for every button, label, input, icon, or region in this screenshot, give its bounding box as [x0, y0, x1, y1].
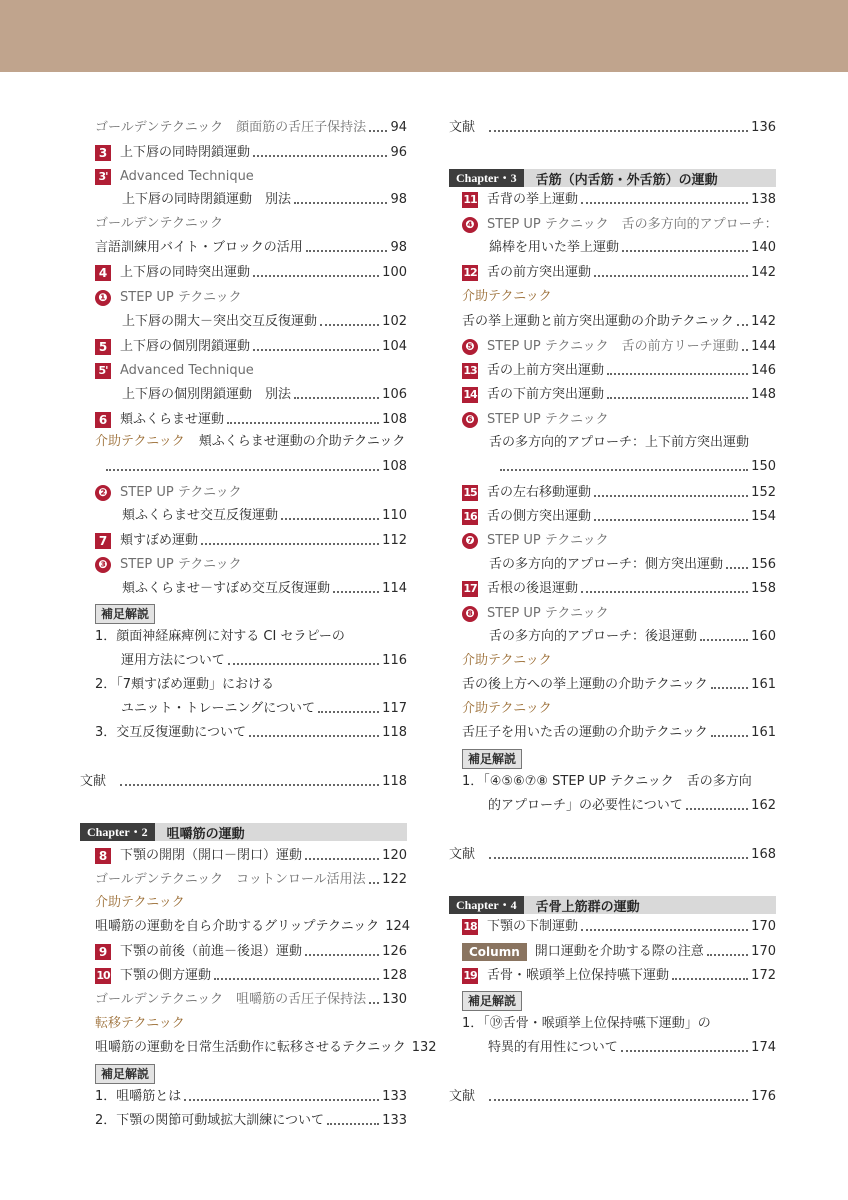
- entry-text: STEP UP テクニック 舌の前方リーチ運動: [487, 339, 739, 354]
- toc-entry: [462, 698, 776, 720]
- entry-text: 咀嚼筋の運動を日常生活動作に転移させるテクニック: [95, 1040, 406, 1055]
- transfer-technique-label: 転移テクニック: [95, 1016, 185, 1031]
- supplement-label: 補足解説: [95, 604, 155, 624]
- dot-leader: [120, 784, 379, 786]
- entry-text: 下顎の側方運動: [120, 968, 212, 983]
- entry-text: 運用方法について: [121, 653, 225, 668]
- entry-text: 1．顔面神経麻痺例に対する CI セラピーの: [95, 629, 345, 644]
- section-number-badge: 3': [95, 169, 111, 185]
- page-number: 106: [382, 387, 407, 402]
- entry-text: 舌圧子を用いた舌の運動の介助テクニック: [462, 725, 708, 740]
- dot-leader: [594, 275, 748, 277]
- page-number: 172: [751, 968, 776, 983]
- toc-entry[interactable]: [462, 530, 776, 552]
- toc-entry[interactable]: [95, 360, 407, 382]
- toc-entry[interactable]: [95, 869, 407, 891]
- entry-text: 舌骨・喉頭挙上位保持嚥下運動: [487, 968, 670, 983]
- references-label: 文献: [80, 774, 107, 789]
- toc-entry: [95, 1013, 407, 1035]
- toc-entry[interactable]: [95, 989, 407, 1011]
- entry-text: 2．下顎の関節可動域拡大訓練について: [95, 1113, 325, 1128]
- dot-leader: [184, 1099, 379, 1101]
- toc-entry[interactable]: [462, 506, 776, 528]
- page-number: 140: [751, 240, 776, 255]
- page-number: 146: [751, 363, 776, 378]
- toc-entry: [462, 650, 776, 672]
- page-number: 122: [382, 872, 407, 887]
- page-number: 136: [751, 120, 776, 135]
- page-number: 118: [382, 774, 407, 789]
- entry-text: 1．「④⑤⑥⑦⑧ STEP UP テクニック 舌の多方向: [462, 774, 752, 789]
- page-number: 116: [382, 653, 407, 668]
- dot-leader: [621, 1050, 748, 1052]
- entry-text: 舌の後上方への挙上運動の介助テクニック: [462, 677, 708, 692]
- page-number: 160: [751, 629, 776, 644]
- supplement-label: 補足解説: [462, 991, 522, 1011]
- stepup-number-badge: ❽: [462, 606, 478, 622]
- dot-leader: [489, 130, 748, 132]
- dot-leader: [742, 349, 749, 351]
- supplement-heading: [95, 603, 155, 625]
- dot-leader: [333, 591, 379, 593]
- toc-entry[interactable]: [462, 941, 776, 963]
- dot-leader: [327, 1123, 379, 1125]
- page-number: 161: [751, 725, 776, 740]
- page-number: 96: [390, 145, 407, 160]
- page-number: 133: [382, 1113, 407, 1128]
- references-label: 文献: [449, 120, 476, 135]
- page-number: 98: [390, 240, 407, 255]
- toc-entry[interactable]: [462, 360, 776, 382]
- entry-text: 言語訓練用バイト・ブロックの活用: [95, 240, 303, 255]
- entry-text: 開口運動を介助する際の注意: [534, 944, 704, 959]
- toc-entry[interactable]: [462, 409, 776, 431]
- section-number-badge: 8: [95, 848, 111, 864]
- chapter-tag: Chapter・3: [449, 169, 524, 187]
- toc-entry[interactable]: [122, 505, 407, 527]
- page-number: 126: [382, 944, 407, 959]
- section-number-badge: 10: [96, 969, 110, 982]
- page-number: 108: [382, 412, 407, 427]
- page-number: 120: [382, 848, 407, 863]
- entry-text: 1．咀嚼筋とは: [95, 1089, 182, 1104]
- page-number: 176: [751, 1089, 776, 1104]
- entry-text: 頬ふくらませ交互反復運動: [122, 508, 279, 523]
- dot-leader: [700, 639, 748, 641]
- stepup-number-badge: ❺: [462, 339, 478, 355]
- assist-technique-label: 介助テクニック: [95, 434, 185, 449]
- page-number: 162: [751, 798, 776, 813]
- dot-leader: [369, 130, 387, 132]
- toc-entry[interactable]: [95, 916, 411, 938]
- page-number: 142: [751, 265, 776, 280]
- entry-text: STEP UP テクニック: [120, 485, 242, 500]
- toc-entry[interactable]: [95, 674, 407, 696]
- section-number-badge: 17: [463, 582, 477, 595]
- toc-entry[interactable]: [462, 262, 776, 284]
- toc-entry[interactable]: [462, 578, 776, 600]
- toc-entry[interactable]: [95, 237, 407, 259]
- toc-entry[interactable]: [489, 432, 776, 454]
- references-entry[interactable]: [449, 1086, 776, 1108]
- toc-entry[interactable]: [122, 384, 407, 406]
- entry-text: 上下唇の同時閉鎖運動 別法: [122, 192, 292, 207]
- page-number: 170: [751, 919, 776, 934]
- dot-leader: [707, 954, 748, 956]
- entry-text: 上下唇の個別閉鎖運動 別法: [122, 387, 292, 402]
- toc-entry[interactable]: [500, 456, 776, 478]
- entry-text: 1．「⑲舌骨・喉頭挙上位保持嚥下運動」の: [462, 1016, 711, 1031]
- dot-leader: [305, 954, 379, 956]
- section-number-badge: 18: [463, 920, 477, 933]
- entry-text: 咀嚼筋の運動を自ら介助するグリップテクニック: [95, 919, 380, 934]
- entry-text: 舌背の挙上運動: [487, 192, 579, 207]
- supplement-heading: [95, 1063, 155, 1085]
- toc-entry[interactable]: [462, 482, 776, 504]
- entry-text: 舌の側方突出運動: [487, 509, 592, 524]
- toc-entry[interactable]: [95, 336, 407, 358]
- references-label: 文献: [449, 1089, 476, 1104]
- toc-entry[interactable]: [95, 482, 407, 504]
- page-number: 94: [390, 120, 407, 135]
- references-label: 文献: [449, 847, 476, 862]
- chapter-tag: Chapter・2: [80, 823, 155, 841]
- dot-leader: [249, 735, 379, 737]
- dot-leader: [253, 155, 387, 157]
- entry-text: 頬ふくらませ運動の介助テクニック: [198, 434, 406, 449]
- section-number-badge: 16: [463, 510, 477, 523]
- dot-leader: [306, 250, 388, 252]
- section-number-badge: 12: [463, 266, 477, 279]
- chapter-tag: Chapter・4: [449, 896, 524, 914]
- toc-entry[interactable]: [489, 554, 776, 576]
- section-number-badge: 15: [463, 486, 477, 499]
- toc-entry[interactable]: [489, 237, 776, 259]
- section-number-badge: 11: [463, 193, 477, 206]
- entry-text: ゴールデンテクニック: [95, 216, 224, 231]
- stepup-number-badge: ❷: [95, 485, 111, 501]
- toc-entry[interactable]: [462, 214, 776, 236]
- entry-text: ゴールデンテクニック 顔面筋の舌圧子保持法: [95, 120, 367, 135]
- references-entry[interactable]: [449, 844, 776, 866]
- page-number: 112: [382, 533, 407, 548]
- entry-text: 舌根の後退運動: [487, 581, 579, 596]
- entry-text: 舌の左右移動運動: [487, 485, 592, 500]
- section-number-badge: 19: [463, 969, 477, 982]
- toc-entry[interactable]: [462, 965, 776, 987]
- dot-leader: [253, 349, 379, 351]
- entry-text: 頬すぼめ運動: [120, 533, 199, 548]
- entry-text: ユニット・トレーニングについて: [121, 701, 315, 716]
- supplement-label: 補足解説: [95, 1064, 155, 1084]
- dot-leader: [500, 469, 748, 471]
- page-number: 142: [751, 314, 776, 329]
- section-number-badge: 7: [95, 533, 111, 549]
- page-number: 144: [751, 339, 776, 354]
- entry-text: 舌の多方向的アプローチ：上下前方突出運動: [489, 435, 750, 450]
- entry-text: 下顎の開閉（開口－閉口）運動: [120, 848, 303, 863]
- page-number: 152: [751, 485, 776, 500]
- toc-entry[interactable]: [95, 1086, 407, 1108]
- toc-entry[interactable]: [462, 1013, 776, 1035]
- dot-leader: [686, 808, 748, 810]
- entry-text: 下顎の前後（前進－後退）運動: [120, 944, 303, 959]
- entry-text: 的アプローチ」の必要性について: [488, 798, 683, 813]
- dot-leader: [607, 397, 748, 399]
- toc-entry[interactable]: [95, 845, 407, 867]
- entry-text: 2．「7頬すぼめ運動」における: [95, 677, 275, 692]
- page-number: 174: [751, 1040, 776, 1055]
- toc-entry[interactable]: [106, 456, 407, 478]
- toc-entry[interactable]: [462, 674, 776, 696]
- page-number: 128: [382, 968, 407, 983]
- dot-leader: [594, 519, 748, 521]
- dot-leader: [294, 202, 387, 204]
- dot-leader: [305, 858, 379, 860]
- entry-text: STEP UP テクニック: [120, 557, 242, 572]
- supplement-label: 補足解説: [462, 749, 522, 769]
- page-number: 148: [751, 387, 776, 402]
- dot-leader: [201, 543, 379, 545]
- references-entry[interactable]: [80, 771, 407, 793]
- assist-technique-label: 介助テクニック: [462, 701, 552, 716]
- entry-text: 頬ふくらませ運動: [120, 412, 225, 427]
- toc-entry[interactable]: [95, 530, 407, 552]
- supplement-heading: [462, 990, 522, 1012]
- toc-entry[interactable]: [95, 287, 407, 309]
- toc-entry[interactable]: [462, 916, 776, 938]
- dot-leader: [369, 1002, 379, 1004]
- dot-leader: [214, 978, 379, 980]
- dot-leader: [711, 735, 748, 737]
- toc-entry[interactable]: [462, 189, 776, 211]
- supplement-heading: [462, 748, 522, 770]
- dot-leader: [581, 591, 748, 593]
- toc-entry[interactable]: [488, 1037, 776, 1059]
- entry-text: 下顎の下制運動: [487, 919, 579, 934]
- entry-text: 舌の下前方突出運動: [487, 387, 605, 402]
- entry-text: 上下唇の同時閉鎖運動: [120, 145, 251, 160]
- entry-text: 舌の挙上運動と前方突出運動の介助テクニック: [462, 314, 734, 329]
- dot-leader: [622, 250, 748, 252]
- dot-leader: [489, 1099, 748, 1101]
- assist-technique-label: 介助テクニック: [462, 653, 552, 668]
- section-number-badge: 13: [463, 364, 477, 377]
- stepup-number-badge: ❶: [95, 290, 111, 306]
- dot-leader: [607, 373, 748, 375]
- entry-text: ゴールデンテクニック 咀嚼筋の舌圧子保持法: [95, 992, 367, 1007]
- toc-entry[interactable]: [462, 336, 776, 358]
- toc-entry[interactable]: [462, 603, 776, 625]
- page-number: 98: [390, 192, 407, 207]
- toc-entry[interactable]: [462, 311, 776, 333]
- entry-text: STEP UP テクニック: [120, 290, 242, 305]
- chapter-title: 咀嚼筋の運動: [166, 826, 245, 842]
- entry-text: 3．交互反復運動について: [95, 725, 247, 740]
- chapter-heading: [80, 823, 407, 841]
- page-number: 108: [382, 459, 407, 474]
- entry-text: 上下唇の個別閉鎖運動: [120, 339, 251, 354]
- entry-text: STEP UP テクニック: [487, 533, 609, 548]
- page-number: 138: [751, 192, 776, 207]
- entry-text: ゴールデンテクニック コットンロール活用法: [95, 872, 366, 887]
- chapter-heading: [449, 896, 776, 914]
- page-number: 130: [382, 992, 407, 1007]
- entry-text: 舌の前方突出運動: [487, 265, 592, 280]
- page-number: 133: [382, 1089, 407, 1104]
- section-number-badge: 5: [95, 339, 111, 355]
- assist-technique-label: 介助テクニック: [462, 289, 552, 304]
- dot-leader: [320, 324, 379, 326]
- page-number: 104: [382, 339, 407, 354]
- entry-text: 舌の多方向的アプローチ：後退運動: [489, 629, 698, 644]
- stepup-number-badge: ❻: [462, 412, 478, 428]
- dot-leader: [737, 324, 748, 326]
- dot-leader: [318, 711, 379, 713]
- entry-text: STEP UP テクニック: [487, 606, 609, 621]
- toc-entry[interactable]: [122, 311, 407, 333]
- toc-entry[interactable]: [462, 771, 776, 793]
- page-number: 100: [382, 265, 407, 280]
- dot-leader: [253, 275, 379, 277]
- dot-leader: [281, 518, 379, 520]
- entry-text: 上下唇の同時突出運動: [120, 265, 251, 280]
- toc-entry[interactable]: [95, 262, 407, 284]
- toc-entry[interactable]: [95, 554, 407, 576]
- toc-entry[interactable]: [95, 1110, 407, 1132]
- toc-entry[interactable]: [95, 1037, 437, 1059]
- dot-leader: [489, 857, 748, 859]
- toc-entry[interactable]: [95, 142, 407, 164]
- toc-entry[interactable]: [95, 941, 407, 963]
- dot-leader: [672, 978, 748, 980]
- entry-text: 舌の上前方突出運動: [487, 363, 605, 378]
- entry-text: 綿棒を用いた挙上運動: [489, 240, 620, 255]
- section-number-badge: 9: [95, 944, 111, 960]
- section-number-badge: 14: [463, 388, 477, 401]
- chapter-heading: [449, 169, 776, 187]
- toc-entry[interactable]: [95, 965, 407, 987]
- stepup-number-badge: ❹: [462, 217, 478, 233]
- page-number: 132: [411, 1040, 437, 1055]
- section-number-badge: 4: [95, 265, 111, 281]
- chapter-title: 舌筋（内舌筋・外舌筋）の運動: [535, 172, 718, 188]
- column-badge: Column: [462, 943, 527, 961]
- entry-text: 上下唇の開大－突出交互反復運動: [122, 314, 318, 329]
- page-number: 170: [751, 944, 776, 959]
- section-number-badge: 5': [95, 363, 111, 379]
- dot-leader: [581, 929, 748, 931]
- page-number: 161: [751, 677, 776, 692]
- dot-leader: [228, 663, 379, 665]
- dot-leader: [106, 469, 379, 471]
- page-number: 117: [382, 701, 407, 716]
- entry-text: STEP UP テクニック 舌の多方向的アプローチ：: [487, 217, 778, 232]
- page-number: 150: [751, 459, 776, 474]
- page-number: 158: [751, 581, 776, 596]
- dot-leader: [726, 567, 748, 569]
- toc-entry[interactable]: [488, 795, 776, 817]
- stepup-number-badge: ❸: [95, 557, 111, 573]
- entry-text: Advanced Technique: [120, 169, 254, 184]
- section-number-badge: 3: [95, 145, 111, 161]
- page-number: 114: [382, 581, 407, 596]
- toc-entry[interactable]: [121, 650, 407, 672]
- assist-technique-label: 介助テクニック: [95, 895, 185, 910]
- toc-entry[interactable]: [95, 431, 407, 453]
- section-number-badge: 6: [95, 412, 111, 428]
- chapter-title: 舌骨上筋群の運動: [535, 899, 640, 915]
- dot-leader: [369, 882, 380, 884]
- toc-entry[interactable]: [95, 409, 407, 431]
- page-number: 168: [751, 847, 776, 862]
- stepup-number-badge: ❼: [462, 533, 478, 549]
- entry-text: 頬ふくらませ－すぼめ交互反復運動: [122, 581, 331, 596]
- page-number: 124: [385, 919, 411, 934]
- page-number: 156: [751, 557, 776, 572]
- dot-leader: [581, 202, 748, 204]
- toc-entry[interactable]: [122, 578, 407, 600]
- toc-entry[interactable]: [122, 189, 407, 211]
- entry-text: Advanced Technique: [120, 363, 254, 378]
- toc-entry[interactable]: [95, 166, 407, 188]
- dot-leader: [294, 397, 379, 399]
- dot-leader: [594, 495, 748, 497]
- toc-entry: [95, 213, 407, 235]
- toc-entry[interactable]: [489, 626, 776, 648]
- entry-text: 特異的有用性について: [488, 1040, 618, 1055]
- dot-leader: [227, 422, 379, 424]
- references-entry[interactable]: [449, 117, 776, 139]
- page-number: 118: [382, 725, 407, 740]
- page-number: 154: [751, 509, 776, 524]
- toc-entry: [95, 892, 407, 914]
- top-color-band: [0, 0, 848, 72]
- toc-entry[interactable]: [95, 117, 407, 139]
- toc-entry[interactable]: [121, 698, 407, 720]
- toc-entry[interactable]: [95, 626, 407, 648]
- toc-entry: [462, 286, 776, 308]
- toc-entry[interactable]: [462, 384, 776, 406]
- dot-leader: [711, 687, 748, 689]
- toc-entry[interactable]: [95, 722, 407, 744]
- entry-text: STEP UP テクニック: [487, 412, 609, 427]
- page-number: 102: [382, 314, 407, 329]
- entry-text: 舌の多方向的アプローチ：側方突出運動: [489, 557, 724, 572]
- toc-entry[interactable]: [462, 722, 776, 744]
- page-number: 110: [382, 508, 407, 523]
